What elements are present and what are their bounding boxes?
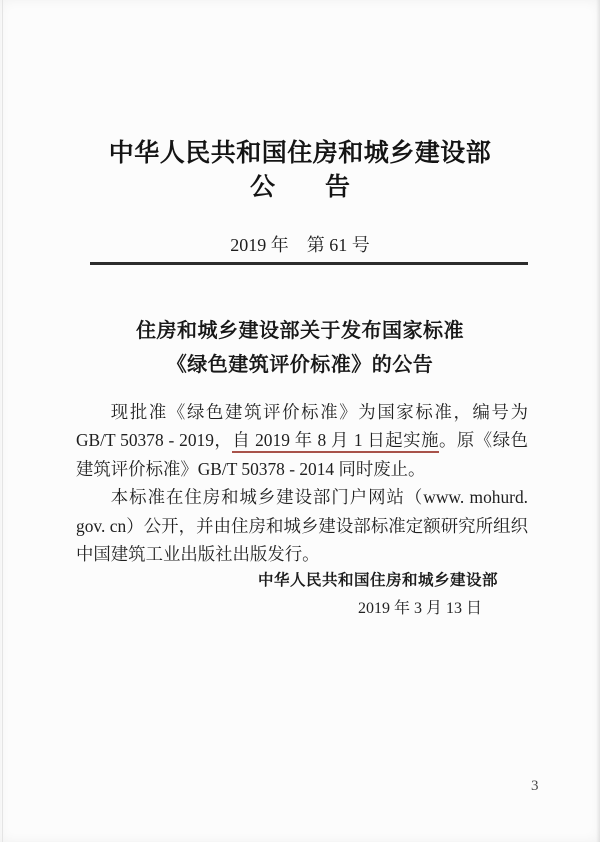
page-number: 3: [531, 778, 539, 794]
issue-number: 2019 年 第 61 号: [230, 235, 370, 255]
page-edge-left: [2, 0, 3, 842]
issue-date: 2019 年 3 月 13 日: [357, 600, 482, 617]
notice-title: [0, 314, 600, 382]
notice-title-line2: 《绿色建筑评价标准》的公告: [166, 354, 434, 376]
effective-date-underlined: 自 2019 年 8 月 1 日起实施: [232, 430, 439, 453]
ministry-title: 中华人民共和国住房和城乡建设部: [108, 140, 492, 167]
notice-body: [76, 398, 528, 568]
notice-title-line1: 住房和城乡建设部关于发布国家标准: [136, 320, 464, 342]
page-edge-right: [596, 0, 600, 842]
divider-rule: [90, 262, 528, 265]
body-paragraph-2: 本标准在住房和城乡建设部门户网站（www. mohurd. gov. cn）公开，并由住房和城乡建设部标准定额研究所组织中国建筑工业出版社出版发行。: [76, 487, 528, 565]
body-paragraph-1: [76, 398, 528, 483]
para1-text-after: 。原《绿色建筑评价标准》GB/T 50378 - 2014 同时废止。: [76, 430, 528, 479]
para1-text-before: 现批准《绿色建筑评价标准》为国家标准，编号为 GB/T 50378 - 2019，: [76, 402, 528, 451]
announcement-word: 公 告: [249, 174, 350, 201]
issuer-signature: 中华人民共和国住房和城乡建设部: [257, 572, 498, 589]
